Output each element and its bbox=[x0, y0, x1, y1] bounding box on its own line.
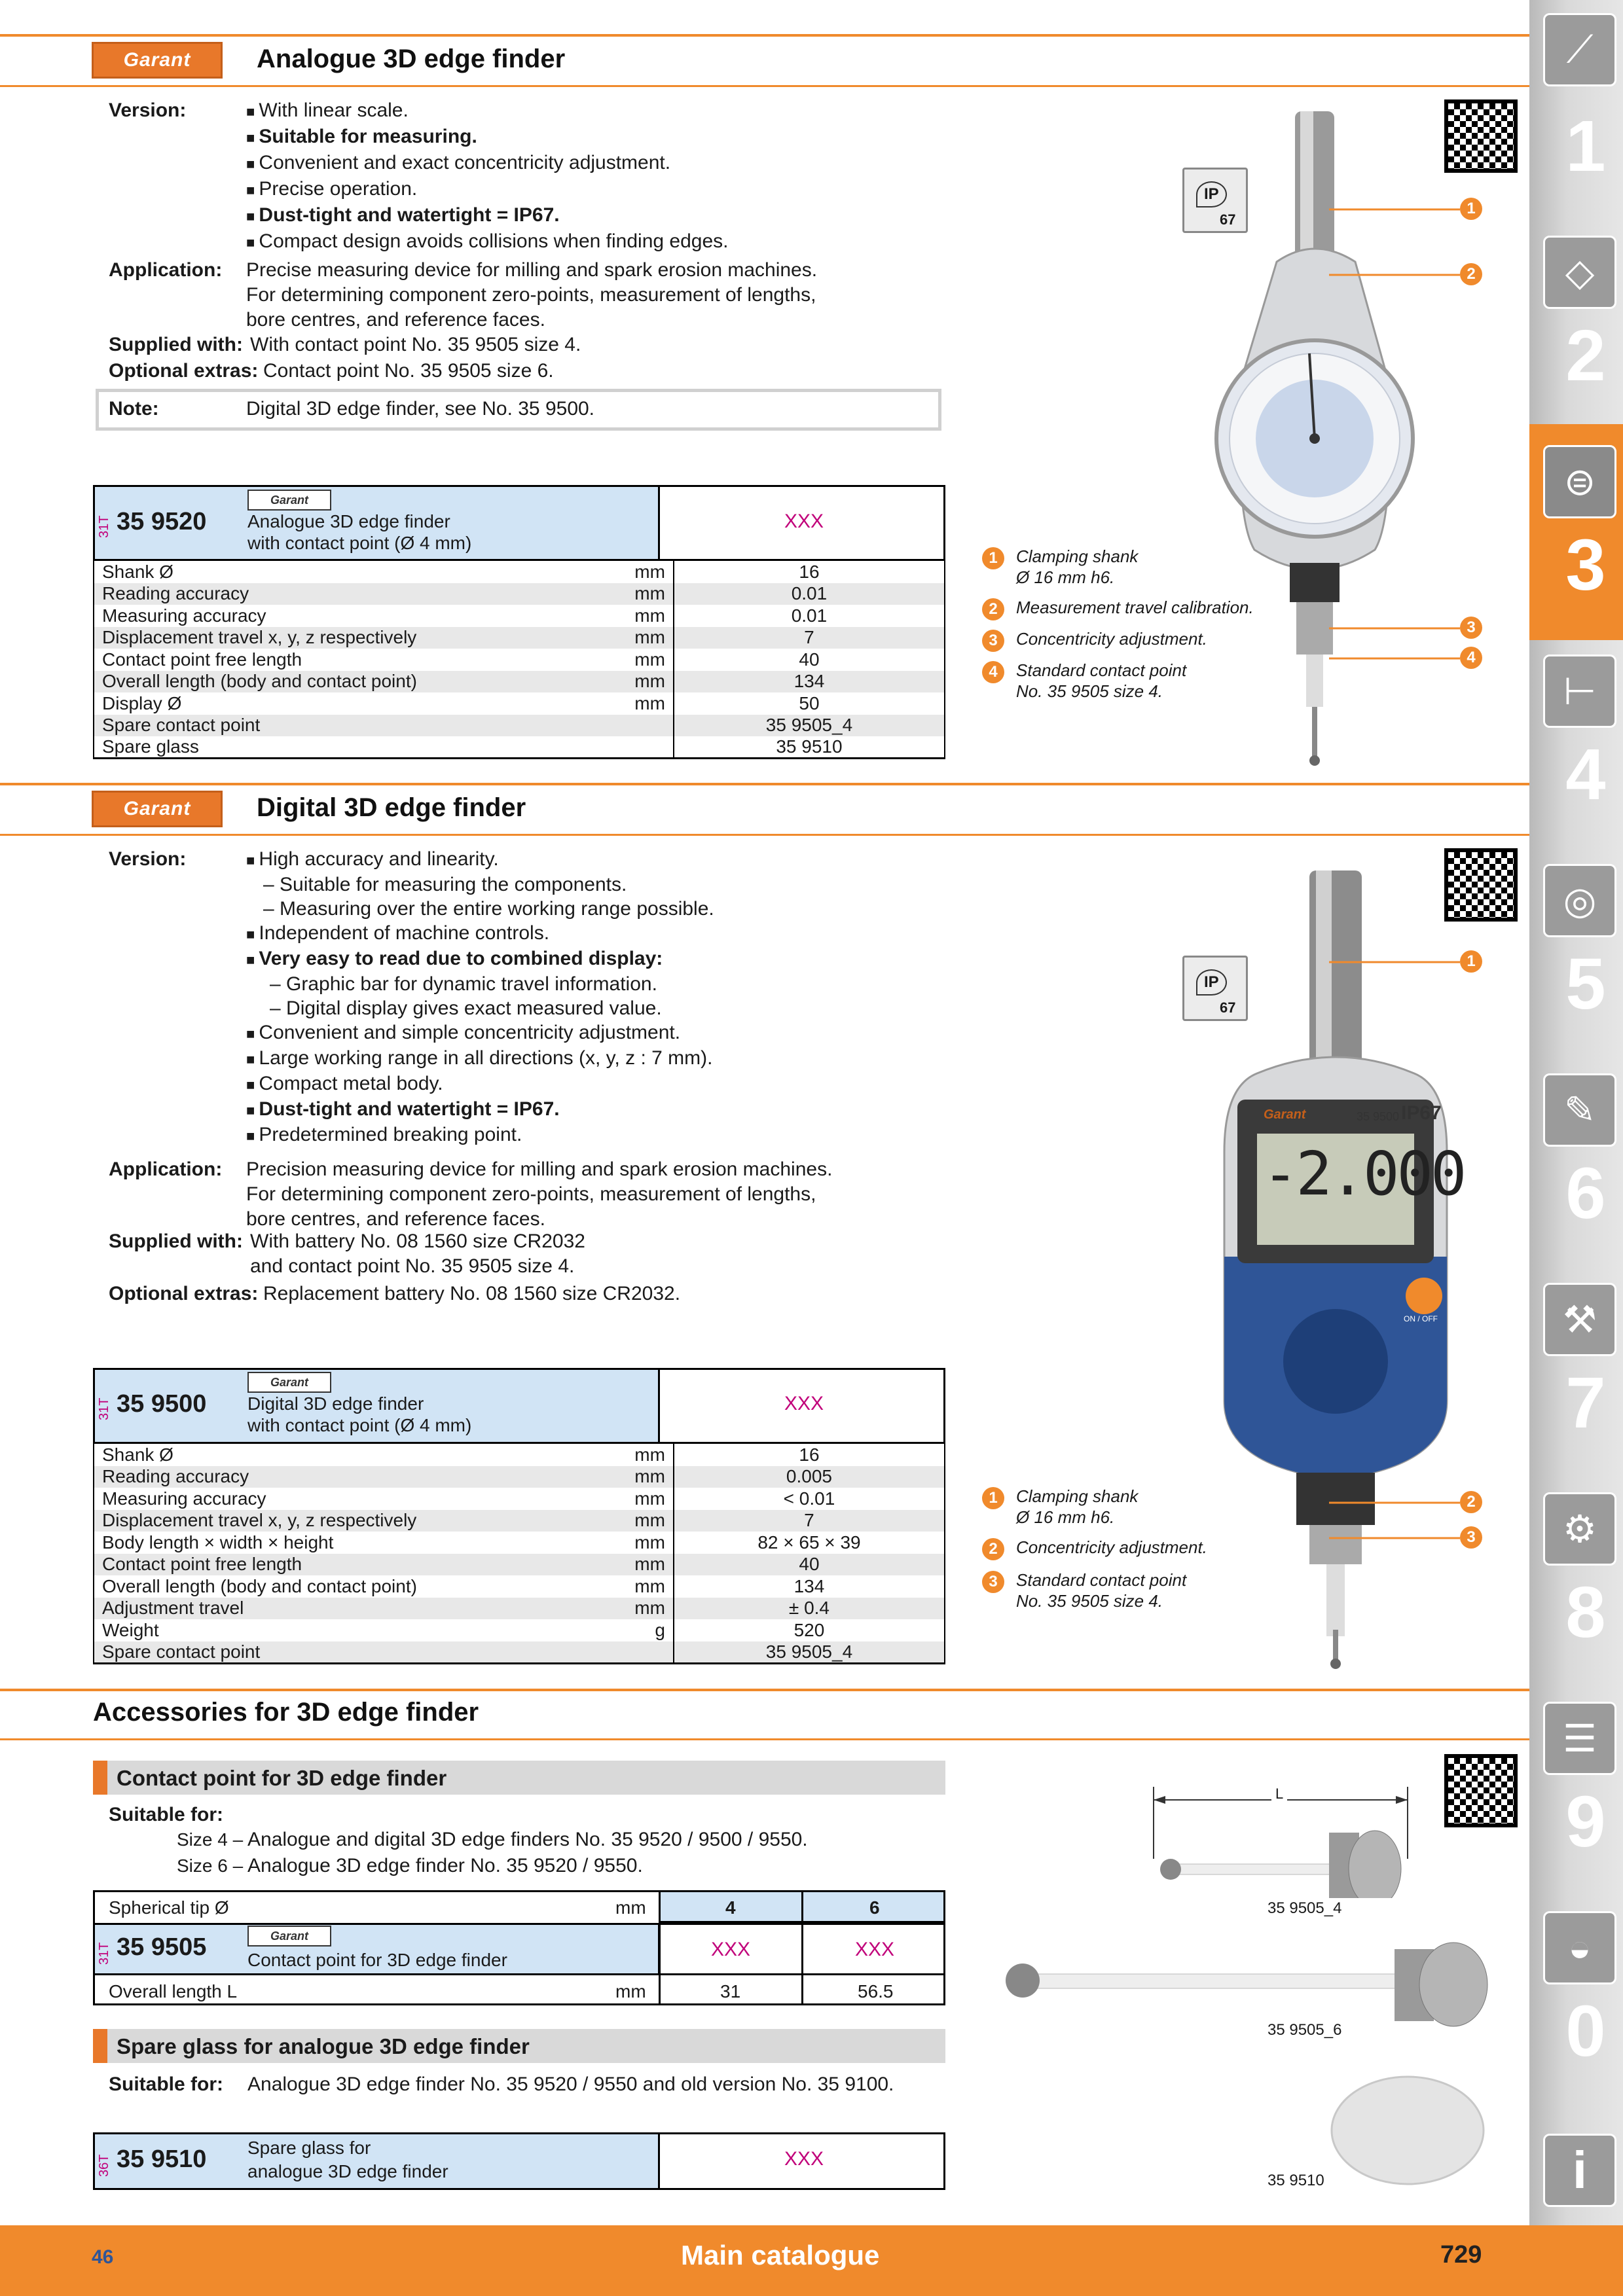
application-label: Application: bbox=[109, 1158, 223, 1180]
callout-marker-4: 4 bbox=[1460, 647, 1482, 669]
spec-unit: mm bbox=[597, 1444, 674, 1466]
spec-unit bbox=[597, 736, 674, 759]
section-title: Digital 3D edge finder bbox=[257, 793, 526, 822]
spec-label: Measuring accuracy bbox=[94, 1488, 597, 1510]
spec-value: 134 bbox=[674, 671, 945, 693]
spec-unit: mm bbox=[597, 671, 674, 693]
table-row bbox=[94, 692, 945, 715]
table-row bbox=[94, 671, 945, 693]
list-item: ■ Predetermined breaking point. bbox=[246, 1122, 714, 1148]
workshop-icon[interactable]: ⚙ bbox=[1543, 1492, 1616, 1566]
display-reading: -2.000 bbox=[1262, 1139, 1465, 1209]
spec-value: 0.005 bbox=[674, 1466, 945, 1488]
safety-icon[interactable]: ◒ bbox=[1543, 1911, 1616, 1984]
sidebar-number-8[interactable]: 8 bbox=[1565, 1572, 1606, 1653]
size-text: Analogue and digital 3D edge finders No. 35 9520 / 9500 / 9550. bbox=[247, 1829, 808, 1850]
spec-value: 7 bbox=[674, 627, 945, 649]
size-text: Analogue 3D edge finder No. 35 9520 / 9550. bbox=[247, 1855, 643, 1876]
spec-label: Spare contact point bbox=[94, 1641, 597, 1664]
product-name bbox=[247, 511, 471, 554]
section-divider bbox=[0, 1689, 1529, 1691]
spec-value: 16 bbox=[674, 561, 945, 583]
callout-marker-1: 1 bbox=[1460, 950, 1482, 973]
unit: mm bbox=[615, 1981, 646, 2001]
spec-label: Overall length (body and contact point) bbox=[94, 1575, 597, 1598]
spec-value: 0.01 bbox=[674, 605, 945, 627]
caliper-icon[interactable]: ⊢ bbox=[1543, 655, 1616, 728]
spec-unit: mm bbox=[597, 1488, 674, 1510]
section-divider bbox=[0, 1738, 1529, 1740]
supplied-label: Supplied with: bbox=[109, 1230, 243, 1252]
spec-unit: mm bbox=[597, 1575, 674, 1598]
application-label: Application: bbox=[109, 259, 223, 281]
price-value[interactable]: XXX bbox=[711, 1939, 751, 1960]
list-item: ■ Precise operation. bbox=[246, 177, 729, 203]
legend-marker-2: 2 bbox=[982, 598, 1004, 620]
dimension-label: L bbox=[1271, 1785, 1287, 1803]
spec-unit: mm bbox=[597, 1598, 674, 1620]
product-name bbox=[247, 2136, 448, 2183]
right-page-number: 729 bbox=[1440, 2241, 1482, 2269]
size-label: Size 4 – bbox=[177, 1829, 244, 1850]
display-brand: Garant bbox=[1264, 1107, 1306, 1122]
legend-text bbox=[1016, 660, 1186, 702]
spec-value: 35 9505_4 bbox=[674, 715, 945, 737]
list-item: ■ Dust-tight and watertight = IP67. bbox=[246, 203, 729, 229]
length-value: 56.5 bbox=[858, 1981, 894, 2001]
list-item: ■ Compact metal body. bbox=[246, 1071, 714, 1097]
spec-value: 50 bbox=[674, 692, 945, 715]
spec-label: Reading accuracy bbox=[94, 583, 597, 605]
table-row bbox=[94, 627, 945, 649]
legend-line: Standard contact point bbox=[1016, 660, 1187, 680]
image-caption: 35 9505_6 bbox=[1267, 2021, 1342, 2039]
category-tag: 31T bbox=[97, 1397, 111, 1420]
drill-icon[interactable]: ⟋ bbox=[1543, 13, 1616, 86]
spare-glass-image bbox=[1329, 2075, 1486, 2186]
size-4: 4 bbox=[725, 1897, 736, 1918]
product-name-line: analogue 3D edge finder bbox=[247, 2161, 448, 2181]
legend-marker-3: 3 bbox=[982, 1571, 1004, 1593]
ip-code: 67 bbox=[1220, 999, 1236, 1016]
table-row bbox=[94, 1575, 945, 1598]
callout-marker-3: 3 bbox=[1460, 617, 1482, 639]
subsection-marker bbox=[93, 1761, 107, 1795]
text-line: bore centres, and reference faces. bbox=[246, 309, 545, 331]
table-row bbox=[94, 736, 945, 759]
subsection-title: Spare glass for analogue 3D edge finder bbox=[117, 2034, 530, 2058]
spec-label: Shank Ø bbox=[94, 561, 597, 583]
section-divider bbox=[0, 834, 1529, 836]
callout-marker-2: 2 bbox=[1460, 263, 1482, 285]
list-item: ■ Very easy to read due to combined display: bbox=[246, 946, 714, 972]
product-name bbox=[247, 1393, 471, 1436]
legend-text: Measurement travel calibration. bbox=[1016, 598, 1254, 617]
list-item: ■ Suitable for measuring. bbox=[246, 124, 729, 151]
spec-label: Displacement travel x, y, z respectively bbox=[94, 1510, 597, 1532]
image-caption: 35 9505_4 bbox=[1267, 1899, 1342, 1917]
list-item: ■ Convenient and simple concentricity adjustment. bbox=[246, 1020, 714, 1046]
length-label: Overall length L bbox=[109, 1981, 238, 2001]
legend-line: No. 35 9505 size 4. bbox=[1016, 681, 1163, 701]
list-item: ■ Compact design avoids collisions when finding edges. bbox=[246, 229, 729, 255]
price-value[interactable]: XXX bbox=[784, 511, 824, 532]
list-item: ■ Independent of machine controls. bbox=[246, 921, 714, 946]
version-list bbox=[246, 847, 714, 1148]
sidebar-number-2[interactable]: 2 bbox=[1565, 315, 1606, 396]
display-model: 35 9500 bbox=[1357, 1110, 1400, 1123]
product-name-line: Digital 3D edge finder bbox=[247, 1393, 424, 1414]
category-tag: 31T bbox=[97, 515, 111, 538]
legend-marker-1: 1 bbox=[982, 547, 1004, 569]
ip-label: IP bbox=[1196, 969, 1227, 996]
legend-line: Clamping shank bbox=[1016, 1486, 1139, 1506]
section-divider bbox=[0, 34, 1529, 37]
legend-marker-2: 2 bbox=[982, 1538, 1004, 1560]
product-name-line: with contact point (Ø 4 mm) bbox=[247, 533, 472, 553]
spec-unit: mm bbox=[597, 605, 674, 627]
legend-text bbox=[1016, 1486, 1138, 1528]
sidebar-number-5[interactable]: 5 bbox=[1565, 944, 1606, 1024]
legend-marker-4: 4 bbox=[982, 661, 1004, 683]
size-label: Size 6 – bbox=[177, 1856, 244, 1876]
table-row bbox=[94, 649, 945, 671]
category-tag: 36T bbox=[97, 2154, 111, 2177]
spec-label: Contact point free length bbox=[94, 1554, 597, 1576]
list-item: ■ Dust-tight and watertight = IP67. bbox=[246, 1097, 714, 1122]
supplied-text bbox=[250, 1229, 585, 1279]
table-row bbox=[94, 715, 945, 737]
hand-tools-icon[interactable]: ⚒ bbox=[1543, 1283, 1616, 1356]
legend-line: Clamping shank bbox=[1016, 547, 1139, 566]
suitable-text: Analogue 3D edge finder No. 35 9520 / 9550 and old version No. 35 9100. bbox=[247, 2073, 894, 2095]
product-number[interactable]: 35 9520 bbox=[117, 508, 207, 535]
section-title: Accessories for 3D edge finder bbox=[93, 1698, 479, 1727]
text-line: Precise measuring device for milling and spark erosion machines. bbox=[246, 259, 818, 281]
spec-value: 35 9505_4 bbox=[674, 1641, 945, 1664]
text-line: bore centres, and reference faces. bbox=[246, 1208, 545, 1230]
list-subitem: – Graphic bar for dynamic travel information. bbox=[246, 972, 714, 996]
product-name-line: with contact point (Ø 4 mm) bbox=[247, 1415, 472, 1435]
qr-code[interactable] bbox=[1444, 1754, 1518, 1827]
spec-label: Display Ø bbox=[94, 692, 597, 715]
on-off-label[interactable]: ON / OFF bbox=[1404, 1314, 1438, 1323]
application-text bbox=[246, 258, 817, 332]
saw-disc-icon[interactable]: ◎ bbox=[1543, 864, 1616, 937]
spec-value: 520 bbox=[674, 1619, 945, 1641]
garant-logo-small: Garant bbox=[247, 490, 331, 511]
size-6: 6 bbox=[869, 1897, 880, 1918]
spec-unit: mm bbox=[597, 1554, 674, 1576]
price-value[interactable]: XXX bbox=[784, 1393, 824, 1414]
application-text bbox=[246, 1157, 832, 1232]
spec-unit: mm bbox=[597, 1532, 674, 1554]
spec-value: 40 bbox=[674, 649, 945, 671]
spec-value: 0.01 bbox=[674, 583, 945, 605]
list-item: ■ With linear scale. bbox=[246, 98, 729, 124]
supplied-text: With contact point No. 35 9505 size 4. bbox=[250, 334, 581, 355]
version-list bbox=[246, 98, 729, 255]
spec-label: Weight bbox=[94, 1619, 597, 1641]
spec-unit: g bbox=[597, 1619, 674, 1641]
text-line: Precision measuring device for milling and spark erosion machines. bbox=[246, 1158, 833, 1180]
cabinet-icon[interactable]: ☰ bbox=[1543, 1702, 1616, 1775]
sidebar-number-9[interactable]: 9 bbox=[1565, 1782, 1606, 1862]
garant-logo: Garant bbox=[92, 42, 223, 79]
spec-unit bbox=[597, 715, 674, 737]
contact-point-size6-image bbox=[1002, 1937, 1499, 2029]
optional-text: Contact point No. 35 9505 size 6. bbox=[263, 360, 554, 382]
table-row bbox=[94, 1641, 945, 1664]
legend-text: Concentricity adjustment. bbox=[1016, 1537, 1207, 1557]
section-divider bbox=[0, 85, 1529, 87]
callout-marker-1: 1 bbox=[1460, 198, 1482, 220]
text-line: For determining component zero-points, measurement of lengths, bbox=[246, 284, 816, 306]
spec-value: < 0.01 bbox=[674, 1488, 945, 1510]
insert-icon[interactable]: ◇ bbox=[1543, 236, 1616, 309]
table-row bbox=[94, 1510, 945, 1532]
spec-unit: mm bbox=[597, 649, 674, 671]
spec-label: Body length × width × height bbox=[94, 1532, 597, 1554]
length-value: 31 bbox=[720, 1981, 741, 2001]
product-name-line: Analogue 3D edge finder bbox=[247, 511, 450, 531]
list-subitem: – Digital display gives exact measured value. bbox=[246, 996, 714, 1020]
legend-text bbox=[1016, 1570, 1186, 1611]
suitable-label: Suitable for: bbox=[109, 2073, 224, 2095]
subsection-title: Contact point for 3D edge finder bbox=[117, 1766, 447, 1790]
spec-unit: mm bbox=[597, 627, 674, 649]
sidebar-number-1[interactable]: 1 bbox=[1565, 106, 1606, 187]
price-value[interactable]: XXX bbox=[855, 1939, 895, 1960]
sidebar-number-7[interactable]: 7 bbox=[1565, 1363, 1606, 1443]
text-line: For determining component zero-points, measurement of lengths, bbox=[246, 1183, 816, 1205]
legend-line: No. 35 9505 size 4. bbox=[1016, 1591, 1163, 1611]
version-label: Version: bbox=[109, 848, 187, 870]
spec-unit: mm bbox=[597, 561, 674, 583]
section-title: Analogue 3D edge finder bbox=[257, 45, 566, 73]
legend-text: Concentricity adjustment. bbox=[1016, 629, 1207, 649]
legend-line: Standard contact point bbox=[1016, 1570, 1187, 1590]
spec-label: Overall length (body and contact point) bbox=[94, 671, 597, 693]
product-number[interactable]: 35 9510 bbox=[117, 2145, 207, 2173]
spec-table bbox=[93, 1444, 945, 1664]
spec-label: Adjustment travel bbox=[94, 1598, 597, 1620]
garant-logo-small: Garant bbox=[247, 1926, 331, 1946]
spec-label: Reading accuracy bbox=[94, 1466, 597, 1488]
spec-label: Contact point free length bbox=[94, 649, 597, 671]
callout-marker-3: 3 bbox=[1460, 1526, 1482, 1549]
measuring-icon[interactable]: ⊜ bbox=[1543, 445, 1616, 518]
version-label: Version: bbox=[109, 99, 187, 121]
price-value[interactable]: XXX bbox=[784, 2148, 824, 2170]
spec-value: 134 bbox=[674, 1575, 945, 1598]
text-line: With battery No. 08 1560 size CR2032 bbox=[250, 1230, 585, 1252]
table-row bbox=[94, 1532, 945, 1554]
supplied-label: Supplied with: bbox=[109, 334, 243, 355]
spec-label: Spare contact point bbox=[94, 715, 597, 737]
spec-table bbox=[93, 561, 945, 759]
legend-marker-3: 3 bbox=[982, 630, 1004, 652]
category-tag: 31T bbox=[97, 1942, 111, 1965]
product-number[interactable]: 35 9505 bbox=[117, 1933, 207, 1961]
table-row bbox=[94, 605, 945, 627]
product-number[interactable]: 35 9500 bbox=[117, 1390, 207, 1418]
callout-lines bbox=[1329, 956, 1486, 1545]
contact-point-size4-image bbox=[1146, 1780, 1434, 1898]
footer-title: Main catalogue bbox=[681, 2240, 880, 2270]
spec-unit bbox=[597, 1641, 674, 1664]
spec-label: Measuring accuracy bbox=[94, 605, 597, 627]
ip-label: IP bbox=[1196, 181, 1227, 207]
optional-text: Replacement battery No. 08 1560 size CR2032. bbox=[263, 1283, 681, 1304]
table-row bbox=[94, 1554, 945, 1576]
section-divider bbox=[0, 783, 1529, 785]
sidebar-number-4[interactable]: 4 bbox=[1565, 734, 1606, 815]
legend-line: Ø 16 mm h6. bbox=[1016, 567, 1115, 587]
qr-code[interactable] bbox=[1444, 99, 1518, 173]
spec-unit: mm bbox=[597, 583, 674, 605]
sidebar-number-6[interactable]: 6 bbox=[1565, 1153, 1606, 1234]
spec-value: 16 bbox=[674, 1444, 945, 1466]
spec-value: 7 bbox=[674, 1510, 945, 1532]
garant-logo-small: Garant bbox=[247, 1372, 331, 1393]
table-row bbox=[94, 1466, 945, 1488]
callout-marker-2: 2 bbox=[1460, 1491, 1482, 1513]
spec-label: Shank Ø bbox=[94, 1444, 597, 1466]
spec-unit: mm bbox=[597, 692, 674, 715]
list-subitem: – Suitable for measuring the components. bbox=[246, 872, 714, 897]
legend-marker-1: 1 bbox=[982, 1487, 1004, 1509]
spec-value: 82 × 65 × 39 bbox=[674, 1532, 945, 1554]
spec-unit: mm bbox=[597, 1510, 674, 1532]
subsection-marker bbox=[93, 2029, 107, 2063]
list-item: ■ Convenient and exact concentricity adjustment. bbox=[246, 151, 729, 177]
table-row bbox=[94, 1619, 945, 1641]
unit: mm bbox=[615, 1897, 646, 1918]
text-line: and contact point No. 35 9505 size 4. bbox=[250, 1255, 575, 1277]
spec-value: 40 bbox=[674, 1554, 945, 1576]
spec-value: 35 9510 bbox=[674, 736, 945, 759]
sidebar-number-0[interactable]: 0 bbox=[1565, 1991, 1606, 2072]
table-row bbox=[94, 1598, 945, 1620]
ip-code: 67 bbox=[1220, 211, 1236, 228]
tip-label: Spherical tip Ø bbox=[109, 1897, 229, 1918]
spec-label: Displacement travel x, y, z respectively bbox=[94, 627, 597, 649]
suitable-label: Suitable for: bbox=[109, 1804, 224, 1825]
list-subitem: – Measuring over the entire working range possible. bbox=[246, 897, 714, 921]
table-row bbox=[94, 1444, 945, 1466]
table-row bbox=[94, 583, 945, 605]
list-item: ■ High accuracy and linearity. bbox=[246, 847, 714, 872]
note-label: Note: bbox=[109, 398, 159, 420]
info-icon[interactable]: i bbox=[1543, 2134, 1616, 2207]
table-row bbox=[94, 1488, 945, 1510]
optional-label: Optional extras: bbox=[109, 360, 259, 382]
product-name: Contact point for 3D edge finder bbox=[247, 1950, 507, 1970]
optional-label: Optional extras: bbox=[109, 1283, 259, 1304]
spec-label: Spare glass bbox=[94, 736, 597, 759]
sidebar-number-3[interactable]: 3 bbox=[1565, 525, 1606, 605]
display-ip: IP67 bbox=[1401, 1102, 1442, 1124]
spec-value: ± 0.4 bbox=[674, 1598, 945, 1620]
list-item: ■ Large working range in all directions (x, y, z : 7 mm). bbox=[246, 1046, 714, 1071]
price-row bbox=[659, 1923, 945, 1975]
wrench-icon[interactable]: ✎ bbox=[1543, 1073, 1616, 1147]
left-page-number: 46 bbox=[92, 2246, 114, 2268]
garant-logo: Garant bbox=[92, 791, 223, 827]
product-name-line: Spare glass for bbox=[247, 2138, 371, 2158]
spec-unit: mm bbox=[597, 1466, 674, 1488]
image-caption: 35 9510 bbox=[1267, 2172, 1324, 2189]
legend-line: Ø 16 mm h6. bbox=[1016, 1507, 1115, 1527]
legend-text bbox=[1016, 546, 1138, 588]
footer-corner bbox=[1529, 2225, 1623, 2296]
table-row bbox=[94, 561, 945, 583]
note-text: Digital 3D edge finder, see No. 35 9500. bbox=[246, 398, 595, 420]
